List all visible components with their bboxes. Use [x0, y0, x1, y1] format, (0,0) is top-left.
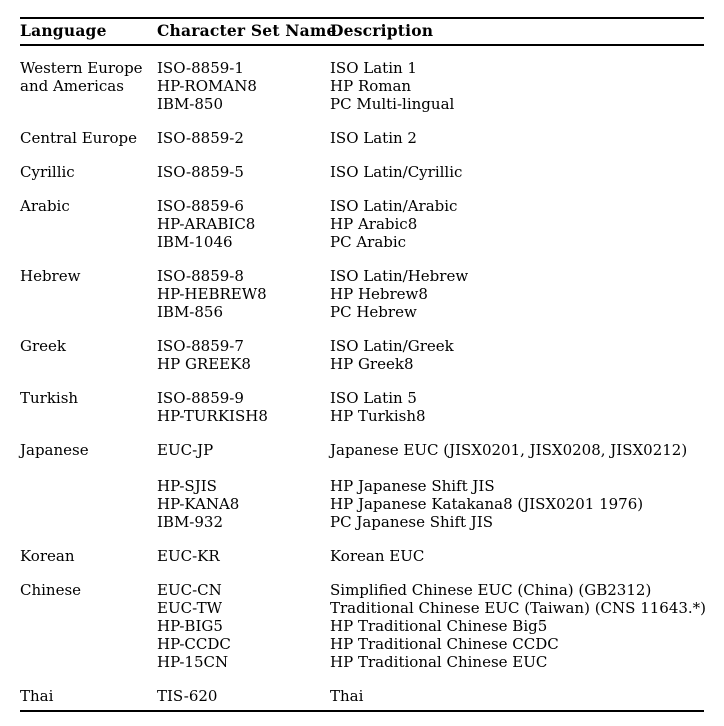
cell-line: IBM-850	[157, 95, 224, 113]
cell-line: HP Hebrew8	[330, 285, 428, 303]
cell-charset-name	[157, 197, 330, 251]
cell-line: PC Japanese Shift JIS	[330, 513, 494, 531]
cell-line: HP-CCDC	[157, 635, 231, 653]
cell-line: and Americas	[20, 77, 124, 95]
cell-line: ISO-8859-7	[157, 337, 244, 355]
cell-line: Greek	[20, 337, 66, 355]
cell-line: HP Arabic8	[330, 215, 418, 233]
cell-line: PC Multi-lingual	[330, 95, 455, 113]
table-row	[20, 197, 704, 251]
cell-line: ISO-8859-1	[157, 59, 244, 77]
cell-language	[20, 337, 157, 373]
cell-line: Chinese	[20, 581, 82, 599]
cell-line: ISO-8859-8	[157, 267, 244, 285]
cell-line: Japanese	[20, 441, 89, 459]
cell-line: ISO Latin 2	[330, 129, 417, 147]
cell-line: ISO Latin/Arabic	[330, 197, 458, 215]
cell-line	[330, 459, 704, 477]
cell-line: EUC-KR	[157, 547, 220, 565]
cell-language	[20, 197, 157, 251]
cell-language	[20, 581, 157, 671]
cell-description	[330, 581, 706, 671]
cell-language	[20, 441, 157, 531]
table-row	[20, 337, 704, 373]
cell-line: ISO Latin/Cyrillic	[330, 163, 463, 181]
cell-line: HP Turkish8	[330, 407, 426, 425]
cell-line: PC Hebrew	[330, 303, 417, 321]
cell-description	[330, 197, 704, 251]
column-header-description: Description	[330, 21, 434, 40]
cell-language	[20, 163, 157, 181]
cell-line: Korean EUC	[330, 547, 425, 565]
table-header-row	[20, 19, 704, 46]
cell-line: ISO-8859-6	[157, 197, 244, 215]
cell-description	[330, 129, 704, 147]
charset-table	[20, 17, 707, 712]
cell-line: Japanese EUC (JISX0201, JISX0208, JISX0212)	[330, 441, 688, 459]
cell-charset-name	[157, 389, 330, 425]
cell-line: HP GREEK8	[157, 355, 251, 373]
cell-line: Korean	[20, 547, 75, 565]
cell-line: Hebrew	[20, 267, 81, 285]
table-row	[20, 547, 704, 565]
cell-line: Arabic	[20, 197, 70, 215]
cell-line: HP Japanese Shift JIS	[330, 477, 495, 495]
cell-charset-name	[157, 547, 330, 565]
cell-charset-name	[157, 441, 330, 531]
cell-description	[330, 547, 704, 565]
cell-description	[330, 267, 704, 321]
table-row	[20, 687, 704, 705]
cell-line: ISO Latin/Hebrew	[330, 267, 469, 285]
cell-charset-name	[157, 687, 330, 705]
cell-language	[20, 547, 157, 565]
cell-description	[330, 441, 704, 531]
table-row	[20, 163, 704, 181]
table-row	[20, 129, 704, 147]
table-row	[20, 441, 704, 531]
cell-line: HP-BIG5	[157, 617, 223, 635]
cell-line: ISO Latin 1	[330, 59, 417, 77]
cell-language	[20, 687, 157, 705]
cell-line: HP Traditional Chinese Big5	[330, 617, 548, 635]
cell-description	[330, 337, 704, 373]
cell-line: HP Greek8	[330, 355, 414, 373]
cell-line: HP Traditional Chinese CCDC	[330, 635, 559, 653]
cell-charset-name	[157, 337, 330, 373]
cell-language	[20, 389, 157, 425]
cell-line: ISO-8859-9	[157, 389, 244, 407]
cell-line: Central Europe	[20, 129, 138, 147]
cell-line: HP Traditional Chinese EUC	[330, 653, 548, 671]
cell-line: HP-SJIS	[157, 477, 217, 495]
cell-charset-name	[157, 163, 330, 181]
cell-line: EUC-TW	[157, 599, 223, 617]
charset-table-body	[20, 46, 707, 710]
cell-line: Western Europe	[20, 59, 143, 77]
cell-line: EUC-CN	[157, 581, 222, 599]
column-header-language: Language	[20, 21, 107, 40]
cell-line: Cyrillic	[20, 163, 75, 181]
cell-line: HP-15CN	[157, 653, 229, 671]
cell-line: EUC-JP	[157, 441, 214, 459]
cell-line: ISO Latin/Greek	[330, 337, 454, 355]
cell-charset-name	[157, 129, 330, 147]
table-row	[20, 267, 704, 321]
cell-description	[330, 59, 704, 113]
cell-line: HP-HEBREW8	[157, 285, 267, 303]
cell-line: Thai	[20, 687, 54, 705]
table-row	[20, 581, 707, 671]
cell-description	[330, 687, 704, 705]
cell-line: Thai	[330, 687, 364, 705]
cell-language	[20, 129, 157, 147]
column-header-charset-name: Character Set Name	[157, 21, 337, 40]
cell-line: HP-KANA8	[157, 495, 240, 513]
cell-line: ISO Latin 5	[330, 389, 417, 407]
cell-line: IBM-856	[157, 303, 224, 321]
cell-charset-name	[157, 267, 330, 321]
cell-line: ISO-8859-2	[157, 129, 244, 147]
cell-line: IBM-932	[157, 513, 224, 531]
cell-line: HP-ROMAN8	[157, 77, 257, 95]
cell-line	[157, 459, 330, 477]
cell-line: PC Arabic	[330, 233, 407, 251]
cell-line: IBM-1046	[157, 233, 233, 251]
cell-line: ISO-8859-5	[157, 163, 244, 181]
cell-line: HP-TURKISH8	[157, 407, 268, 425]
cell-line: HP-ARABIC8	[157, 215, 256, 233]
cell-line: Traditional Chinese EUC (Taiwan) (CNS 11643.*)	[330, 599, 707, 617]
cell-description	[330, 163, 704, 181]
cell-charset-name	[157, 59, 330, 113]
table-row	[20, 389, 704, 425]
cell-line: TIS-620	[157, 687, 218, 705]
cell-line: Simplified Chinese EUC (China) (GB2312)	[330, 581, 652, 599]
cell-language	[20, 267, 157, 321]
cell-line: HP Roman	[330, 77, 412, 95]
cell-line: HP Japanese Katakana8 (JISX0201 1976)	[330, 495, 644, 513]
cell-description	[330, 389, 704, 425]
cell-charset-name	[157, 581, 330, 671]
table-row	[20, 59, 704, 113]
cell-language	[20, 59, 157, 113]
cell-line: Turkish	[20, 389, 79, 407]
